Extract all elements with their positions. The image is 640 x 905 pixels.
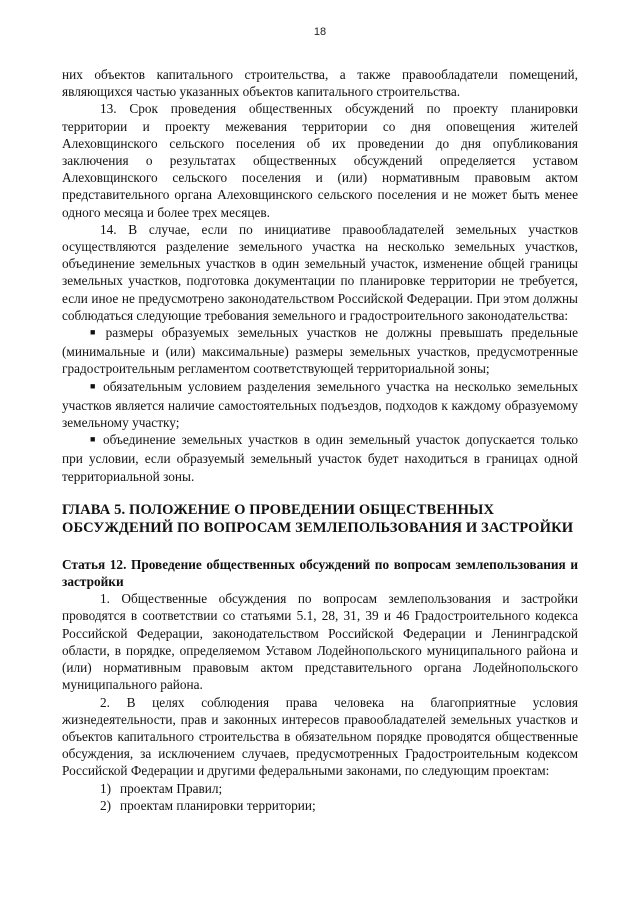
bullet-item: ■ обязательным условием разделения земельного участка на несколько земельных участков является наличие самостоятельных подъездов, подходов к каждому образуемому земельному участку; <box>62 378 578 431</box>
document-body <box>62 66 578 814</box>
bullet-marker-icon: ■ <box>90 380 99 391</box>
chapter-heading: ГЛАВА 5. ПОЛОЖЕНИЕ О ПРОВЕДЕНИИ ОБЩЕСТВЕННЫХ ОБСУЖДЕНИЙ ПО ВОПРОСАМ ЗЕМЛЕПОЛЬЗОВАНИЯ И ЗАСТРОЙКИ <box>62 501 574 537</box>
bullet-marker-icon: ■ <box>90 327 101 338</box>
numbered-list-item: 2) проектам планировки территории; <box>100 797 316 813</box>
numbered-list-item: 1) проектам Правил; <box>100 780 223 796</box>
article-paragraph-1: 1. Общественные обсуждения по вопросам землепользования и застройки проводятся в соответствии со статьями 5.1, 28, 31, 39 и 46 Градостроительного кодекса Российской Федерации, законодательством Российской Федерации и Ленинградской области, в порядке, определяемом Уставом Лодейнопольского муниципального района и (или) нормативным правовым актом представительного органа Лодейнопольского муниципального района. <box>62 591 578 693</box>
bullet-item: ■ размеры образуемых земельных участков не должны превышать предельные (минимальные и (или) максимальные) размеры земельных участков, предусмотренные градостроительным регламентом соответствующей территориальной зоны; <box>62 325 579 377</box>
continuation-paragraph: них объектов капитального строительства, а также правообладатели помещений, являющихся частью указанных объектов капитального строительства. <box>62 67 578 100</box>
article-heading: Статья 12. Проведение общественных обсуждений по вопросам землепользования и застройки <box>62 556 578 590</box>
paragraph-13: 13. Срок проведения общественных обсуждений по проекту планировки территории и проекту межевания территории со дня оповещения жителей Алеховщинского сельского поселения об их проведении до дня опубликования заключения о результатах общественных обсуждений определяется уставом Алеховщинского сельского поселения и (или) нормативным правовым актом представительного органа Алеховщинского сельского поселения и не может быть менее одного месяца и более трех месяцев. <box>62 101 578 220</box>
bullet-marker-icon: ■ <box>90 434 98 445</box>
bullet-item: ■ объединение земельных участков в один земельный участок допускается только при условии, если образуемый земельный участок будет находиться в границах одной территориальной зоны. <box>62 432 578 484</box>
page-number: 18 <box>313 26 327 38</box>
article-paragraph-2: 2. В целях соблюдения права человека на благоприятные условия жизнедеятельности, прав и законных интересов правообладателей земельных участков и объектов капитального строительства в обязательном порядке проводятся общественные обсуждения, за исключением случаев, предусмотренных Градостроительным кодексом Российской Федерации и другими федеральными законами, по следующим проектам: <box>62 694 578 779</box>
paragraph-14: 14. В случае, если по инициативе правообладателей земельных участков осуществляются разделение земельного участка на несколько земельных участков, объединение земельных участков в один земельный участок, изменение общей границы земельных участков, подготовка документации по планировке территории не требуется, если иное не предусмотрено законодательством Российской Федерации. При этом должны соблюдаться следующие требования земельного и градостроительного законодательства: <box>62 221 578 323</box>
